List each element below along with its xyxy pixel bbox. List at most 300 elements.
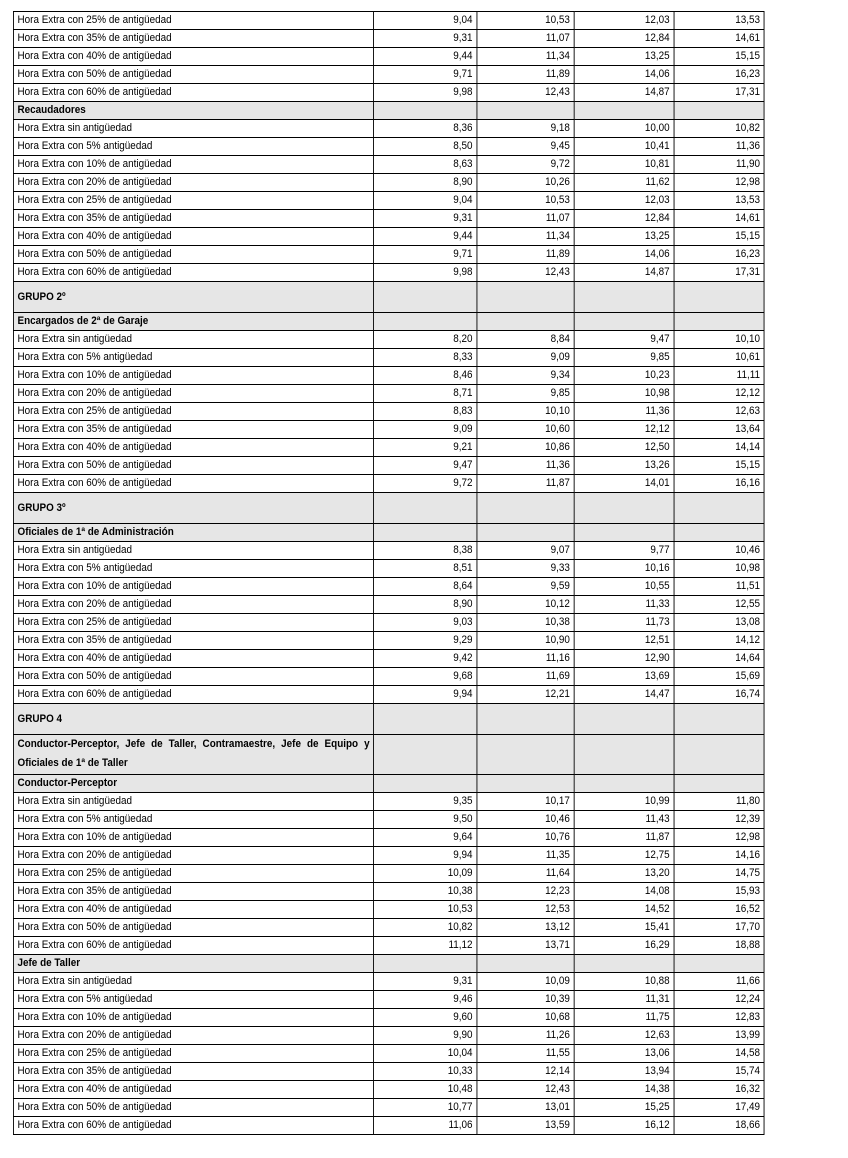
rate-cell: 12,43 xyxy=(477,1081,574,1099)
rate-cell: 15,25 xyxy=(574,1099,674,1117)
empty-cell xyxy=(574,313,674,331)
row-label: Hora Extra con 50% de antigüedad xyxy=(13,246,373,264)
rate-cell: 10,17 xyxy=(477,793,574,811)
row-label: Hora Extra con 10% de antigüedad xyxy=(13,578,373,596)
row-label: Hora Extra con 10% de antigüedad xyxy=(13,156,373,174)
rate-cell: 13,69 xyxy=(574,668,674,686)
row-label: Hora Extra con 35% de antigüedad xyxy=(13,883,373,901)
table-row xyxy=(13,686,764,704)
rate-cell: 14,47 xyxy=(574,686,674,704)
rate-cell: 11,69 xyxy=(477,668,574,686)
rate-cell: 11,07 xyxy=(477,30,574,48)
rate-cell: 9,60 xyxy=(374,1009,477,1027)
table-row xyxy=(13,349,764,367)
rate-cell: 12,84 xyxy=(574,210,674,228)
row-label: Hora Extra con 20% de antigüedad xyxy=(13,596,373,614)
rate-cell: 9,42 xyxy=(374,650,477,668)
empty-cell xyxy=(374,735,477,775)
section-header-row xyxy=(13,775,764,793)
rate-cell: 11,43 xyxy=(574,811,674,829)
table-row xyxy=(13,614,764,632)
rate-cell: 11,34 xyxy=(477,228,574,246)
row-label: Hora Extra con 10% de antigüedad xyxy=(13,829,373,847)
rate-cell: 13,25 xyxy=(574,228,674,246)
table-row xyxy=(13,1009,764,1027)
row-label: Hora Extra con 20% de antigüedad xyxy=(13,1027,373,1045)
rate-cell: 9,35 xyxy=(374,793,477,811)
rate-cell: 14,75 xyxy=(674,865,764,883)
rate-cell: 9,34 xyxy=(477,367,574,385)
rate-cell: 15,41 xyxy=(574,919,674,937)
rate-cell: 10,39 xyxy=(477,991,574,1009)
row-label: Hora Extra con 60% de antigüedad xyxy=(13,937,373,955)
rate-cell: 11,31 xyxy=(574,991,674,1009)
empty-cell xyxy=(674,313,764,331)
rate-cell: 9,31 xyxy=(374,30,477,48)
group-header-label: GRUPO 4 xyxy=(13,704,373,735)
row-label: Hora Extra con 60% de antigüedad xyxy=(13,264,373,282)
empty-cell xyxy=(477,493,574,524)
table-row xyxy=(13,1117,764,1135)
rate-cell: 13,94 xyxy=(574,1063,674,1081)
row-label: Hora Extra sin antigüedad xyxy=(13,120,373,138)
rate-cell: 14,38 xyxy=(574,1081,674,1099)
row-label: Hora Extra con 50% de antigüedad xyxy=(13,919,373,937)
rate-cell: 16,16 xyxy=(674,475,764,493)
empty-cell xyxy=(477,704,574,735)
category-header-row xyxy=(13,735,764,775)
row-label: Hora Extra con 25% de antigüedad xyxy=(13,403,373,421)
rate-cell: 10,68 xyxy=(477,1009,574,1027)
rate-cell: 9,94 xyxy=(374,686,477,704)
rate-cell: 9,33 xyxy=(477,560,574,578)
rate-cell: 10,98 xyxy=(674,560,764,578)
rate-cell: 11,36 xyxy=(477,457,574,475)
rate-cell: 10,77 xyxy=(374,1099,477,1117)
rate-cell: 10,26 xyxy=(477,174,574,192)
rate-cell: 8,33 xyxy=(374,349,477,367)
row-label: Hora Extra con 60% de antigüedad xyxy=(13,84,373,102)
rate-cell: 13,53 xyxy=(674,192,764,210)
rate-cell: 10,98 xyxy=(574,385,674,403)
rate-cell: 14,87 xyxy=(574,264,674,282)
category-header-label: Conductor-Perceptor, Jefe de Taller, Contramaestre, Jefe de Equipo y Oficiales de 1ª de Taller xyxy=(13,735,373,775)
row-label: Hora Extra con 50% de antigüedad xyxy=(13,1099,373,1117)
rate-cell: 10,46 xyxy=(674,542,764,560)
rate-cell: 12,03 xyxy=(574,12,674,30)
rate-cell: 9,64 xyxy=(374,829,477,847)
row-label: Hora Extra con 60% de antigüedad xyxy=(13,475,373,493)
rate-cell: 8,83 xyxy=(374,403,477,421)
rate-cell: 9,44 xyxy=(374,48,477,66)
rate-cell: 10,09 xyxy=(374,865,477,883)
rate-cell: 17,31 xyxy=(674,264,764,282)
rate-cell: 11,64 xyxy=(477,865,574,883)
rate-cell: 18,66 xyxy=(674,1117,764,1135)
row-label: Hora Extra con 35% de antigüedad xyxy=(13,210,373,228)
table-row xyxy=(13,367,764,385)
row-label: Hora Extra con 20% de antigüedad xyxy=(13,174,373,192)
row-label: Hora Extra con 20% de antigüedad xyxy=(13,385,373,403)
empty-cell xyxy=(477,282,574,313)
empty-cell xyxy=(477,735,574,775)
rate-cell: 11,26 xyxy=(477,1027,574,1045)
row-label: Hora Extra con 50% de antigüedad xyxy=(13,457,373,475)
empty-cell xyxy=(574,493,674,524)
rate-cell: 13,64 xyxy=(674,421,764,439)
table-row xyxy=(13,937,764,955)
rate-cell: 8,20 xyxy=(374,331,477,349)
table-row xyxy=(13,560,764,578)
rate-cell: 11,66 xyxy=(674,973,764,991)
rate-cell: 16,74 xyxy=(674,686,764,704)
empty-cell xyxy=(477,775,574,793)
table-row xyxy=(13,632,764,650)
rate-cell: 11,89 xyxy=(477,246,574,264)
table-row xyxy=(13,403,764,421)
table-row xyxy=(13,829,764,847)
rate-cell: 11,87 xyxy=(477,475,574,493)
rate-cell: 12,39 xyxy=(674,811,764,829)
row-label: Hora Extra con 25% de antigüedad xyxy=(13,192,373,210)
rate-cell: 12,03 xyxy=(574,192,674,210)
table-row xyxy=(13,811,764,829)
table-row xyxy=(13,1081,764,1099)
section-header-row xyxy=(13,955,764,973)
rate-cell: 14,08 xyxy=(574,883,674,901)
rate-cell: 8,50 xyxy=(374,138,477,156)
empty-cell xyxy=(477,955,574,973)
row-label: Hora Extra sin antigüedad xyxy=(13,973,373,991)
empty-cell xyxy=(574,282,674,313)
rate-cell: 9,31 xyxy=(374,210,477,228)
empty-cell xyxy=(674,493,764,524)
rate-cell: 13,12 xyxy=(477,919,574,937)
rate-cell: 11,75 xyxy=(574,1009,674,1027)
table-row xyxy=(13,919,764,937)
rate-cell: 9,72 xyxy=(374,475,477,493)
rate-cell: 10,76 xyxy=(477,829,574,847)
rate-cell: 10,12 xyxy=(477,596,574,614)
rate-cell: 9,31 xyxy=(374,973,477,991)
table-row xyxy=(13,475,764,493)
empty-cell xyxy=(674,955,764,973)
rate-cell: 10,90 xyxy=(477,632,574,650)
rate-cell: 10,33 xyxy=(374,1063,477,1081)
rate-cell: 14,06 xyxy=(574,246,674,264)
row-label: Hora Extra con 50% de antigüedad xyxy=(13,66,373,84)
rate-cell: 14,64 xyxy=(674,650,764,668)
rate-cell: 10,48 xyxy=(374,1081,477,1099)
rate-cell: 13,99 xyxy=(674,1027,764,1045)
rate-cell: 9,45 xyxy=(477,138,574,156)
rate-cell: 10,81 xyxy=(574,156,674,174)
rate-cell: 11,51 xyxy=(674,578,764,596)
rate-cell: 11,80 xyxy=(674,793,764,811)
rate-cell: 10,53 xyxy=(477,192,574,210)
rate-cell: 15,93 xyxy=(674,883,764,901)
row-label: Hora Extra sin antigüedad xyxy=(13,793,373,811)
rate-cell: 10,61 xyxy=(674,349,764,367)
table-row xyxy=(13,793,764,811)
section-header-row xyxy=(13,524,764,542)
table-row xyxy=(13,668,764,686)
rate-cell: 11,73 xyxy=(574,614,674,632)
rate-cell: 9,68 xyxy=(374,668,477,686)
rate-cell: 11,11 xyxy=(674,367,764,385)
table-row xyxy=(13,457,764,475)
rate-cell: 10,09 xyxy=(477,973,574,991)
empty-cell xyxy=(374,102,477,120)
rate-cell: 12,50 xyxy=(574,439,674,457)
table-row xyxy=(13,84,764,102)
group-header-row xyxy=(13,493,764,524)
rate-cell: 8,90 xyxy=(374,596,477,614)
rate-cell: 9,04 xyxy=(374,192,477,210)
empty-cell xyxy=(574,955,674,973)
rate-cell: 18,88 xyxy=(674,937,764,955)
row-label: Hora Extra con 40% de antigüedad xyxy=(13,650,373,668)
rate-cell: 16,32 xyxy=(674,1081,764,1099)
rate-cell: 15,69 xyxy=(674,668,764,686)
empty-cell xyxy=(374,704,477,735)
rate-cell: 8,51 xyxy=(374,560,477,578)
table-row xyxy=(13,138,764,156)
rate-cell: 8,90 xyxy=(374,174,477,192)
rate-cell: 14,12 xyxy=(674,632,764,650)
rate-cell: 11,90 xyxy=(674,156,764,174)
empty-cell xyxy=(477,313,574,331)
row-label: Hora Extra con 40% de antigüedad xyxy=(13,228,373,246)
rate-cell: 12,51 xyxy=(574,632,674,650)
table-row xyxy=(13,66,764,84)
rate-cell: 10,23 xyxy=(574,367,674,385)
rate-cell: 9,71 xyxy=(374,246,477,264)
rate-cell: 12,12 xyxy=(674,385,764,403)
empty-cell xyxy=(674,704,764,735)
rate-cell: 14,87 xyxy=(574,84,674,102)
section-header-label: Recaudadores xyxy=(13,102,373,120)
rate-cell: 9,47 xyxy=(574,331,674,349)
rate-cell: 9,85 xyxy=(574,349,674,367)
section-header-label: Jefe de Taller xyxy=(13,955,373,973)
row-label: Hora Extra con 10% de antigüedad xyxy=(13,1009,373,1027)
rate-cell: 9,18 xyxy=(477,120,574,138)
rate-cell: 11,62 xyxy=(574,174,674,192)
empty-cell xyxy=(574,102,674,120)
row-label: Hora Extra con 50% de antigüedad xyxy=(13,668,373,686)
rate-cell: 14,61 xyxy=(674,30,764,48)
rate-cell: 8,36 xyxy=(374,120,477,138)
table-row xyxy=(13,901,764,919)
table-row xyxy=(13,12,764,30)
rate-cell: 12,84 xyxy=(574,30,674,48)
rate-cell: 12,21 xyxy=(477,686,574,704)
row-label: Hora Extra con 35% de antigüedad xyxy=(13,30,373,48)
rate-cell: 9,50 xyxy=(374,811,477,829)
rate-cell: 12,63 xyxy=(674,403,764,421)
rate-cell: 10,55 xyxy=(574,578,674,596)
empty-cell xyxy=(374,493,477,524)
section-header-label: Encargados de 2ª de Garaje xyxy=(13,313,373,331)
rate-cell: 9,21 xyxy=(374,439,477,457)
rate-cell: 9,44 xyxy=(374,228,477,246)
rate-cell: 16,23 xyxy=(674,246,764,264)
rate-cell: 13,25 xyxy=(574,48,674,66)
table-row xyxy=(13,1063,764,1081)
rate-cell: 8,46 xyxy=(374,367,477,385)
rate-cell: 17,31 xyxy=(674,84,764,102)
rate-cell: 12,98 xyxy=(674,829,764,847)
rate-cell: 11,33 xyxy=(574,596,674,614)
rate-cell: 10,38 xyxy=(477,614,574,632)
rate-cell: 9,07 xyxy=(477,542,574,560)
row-label: Hora Extra con 35% de antigüedad xyxy=(13,421,373,439)
rate-cell: 11,16 xyxy=(477,650,574,668)
table-row xyxy=(13,1027,764,1045)
row-label: Hora Extra con 25% de antigüedad xyxy=(13,614,373,632)
row-label: Hora Extra sin antigüedad xyxy=(13,542,373,560)
rate-cell: 9,09 xyxy=(477,349,574,367)
rate-cell: 8,63 xyxy=(374,156,477,174)
empty-cell xyxy=(574,775,674,793)
rate-cell: 12,53 xyxy=(477,901,574,919)
table-row xyxy=(13,578,764,596)
rate-cell: 11,55 xyxy=(477,1045,574,1063)
table-row xyxy=(13,1099,764,1117)
row-label: Hora Extra con 25% de antigüedad xyxy=(13,1045,373,1063)
rate-cell: 9,98 xyxy=(374,84,477,102)
rate-cell: 9,90 xyxy=(374,1027,477,1045)
group-header-label: GRUPO 2º xyxy=(13,282,373,313)
row-label: Hora Extra con 60% de antigüedad xyxy=(13,686,373,704)
table-row xyxy=(13,192,764,210)
row-label: Hora Extra con 40% de antigüedad xyxy=(13,439,373,457)
rate-cell: 12,98 xyxy=(674,174,764,192)
rate-cell: 9,85 xyxy=(477,385,574,403)
rate-cell: 9,47 xyxy=(374,457,477,475)
rate-cell: 8,38 xyxy=(374,542,477,560)
group-header-label: GRUPO 3º xyxy=(13,493,373,524)
rate-cell: 17,70 xyxy=(674,919,764,937)
row-label: Hora Extra con 5% antigüedad xyxy=(13,138,373,156)
table-row xyxy=(13,865,764,883)
rate-cell: 9,29 xyxy=(374,632,477,650)
rate-cell: 10,41 xyxy=(574,138,674,156)
table-row xyxy=(13,973,764,991)
table-row xyxy=(13,210,764,228)
empty-cell xyxy=(374,313,477,331)
row-label: Hora Extra con 5% antigüedad xyxy=(13,811,373,829)
rate-cell: 15,15 xyxy=(674,228,764,246)
table-row xyxy=(13,991,764,1009)
rate-cell: 13,53 xyxy=(674,12,764,30)
row-label: Hora Extra con 25% de antigüedad xyxy=(13,865,373,883)
empty-cell xyxy=(374,775,477,793)
table-row xyxy=(13,30,764,48)
rate-cell: 17,49 xyxy=(674,1099,764,1117)
rate-cell: 8,71 xyxy=(374,385,477,403)
rate-cell: 10,46 xyxy=(477,811,574,829)
rate-cell: 14,16 xyxy=(674,847,764,865)
rate-cell: 8,84 xyxy=(477,331,574,349)
rate-cell: 10,00 xyxy=(574,120,674,138)
rate-cell: 13,01 xyxy=(477,1099,574,1117)
empty-cell xyxy=(674,524,764,542)
table-row xyxy=(13,1045,764,1063)
row-label: Hora Extra con 40% de antigüedad xyxy=(13,901,373,919)
rate-cell: 14,06 xyxy=(574,66,674,84)
rate-cell: 9,04 xyxy=(374,12,477,30)
rate-cell: 10,60 xyxy=(477,421,574,439)
empty-cell xyxy=(674,102,764,120)
table-row xyxy=(13,542,764,560)
rate-cell: 10,88 xyxy=(574,973,674,991)
rate-cell: 16,52 xyxy=(674,901,764,919)
table-row xyxy=(13,264,764,282)
rate-cell: 11,12 xyxy=(374,937,477,955)
table-row xyxy=(13,228,764,246)
rate-cell: 11,34 xyxy=(477,48,574,66)
group-header-row xyxy=(13,282,764,313)
table-body xyxy=(13,12,764,1135)
group-header-row xyxy=(13,704,764,735)
empty-cell xyxy=(477,524,574,542)
rate-cell: 13,08 xyxy=(674,614,764,632)
section-header-label: Oficiales de 1ª de Administración xyxy=(13,524,373,542)
empty-cell xyxy=(477,102,574,120)
rate-cell: 13,06 xyxy=(574,1045,674,1063)
rate-cell: 10,53 xyxy=(477,12,574,30)
row-label: Hora Extra con 40% de antigüedad xyxy=(13,48,373,66)
table-row xyxy=(13,439,764,457)
rate-cell: 12,55 xyxy=(674,596,764,614)
rate-cell: 11,89 xyxy=(477,66,574,84)
rate-cell: 12,83 xyxy=(674,1009,764,1027)
rate-cell: 14,52 xyxy=(574,901,674,919)
rate-cell: 15,74 xyxy=(674,1063,764,1081)
rate-cell: 14,61 xyxy=(674,210,764,228)
rate-cell: 15,15 xyxy=(674,48,764,66)
rate-cell: 10,16 xyxy=(574,560,674,578)
rate-cell: 11,07 xyxy=(477,210,574,228)
rate-cell: 9,77 xyxy=(574,542,674,560)
table-row xyxy=(13,650,764,668)
rate-cell: 14,58 xyxy=(674,1045,764,1063)
rate-cell: 12,24 xyxy=(674,991,764,1009)
rate-cell: 9,09 xyxy=(374,421,477,439)
rate-cell: 10,10 xyxy=(477,403,574,421)
row-label: Hora Extra con 5% antigüedad xyxy=(13,349,373,367)
rate-cell: 13,71 xyxy=(477,937,574,955)
rate-cell: 10,04 xyxy=(374,1045,477,1063)
table-row xyxy=(13,246,764,264)
rate-cell: 9,94 xyxy=(374,847,477,865)
row-label: Hora Extra sin antigüedad xyxy=(13,331,373,349)
rate-cell: 14,14 xyxy=(674,439,764,457)
rate-cell: 14,01 xyxy=(574,475,674,493)
row-label: Hora Extra con 25% de antigüedad xyxy=(13,12,373,30)
rate-cell: 16,29 xyxy=(574,937,674,955)
row-label: Hora Extra con 20% de antigüedad xyxy=(13,847,373,865)
row-label: Hora Extra con 10% de antigüedad xyxy=(13,367,373,385)
rate-cell: 10,86 xyxy=(477,439,574,457)
row-label: Hora Extra con 35% de antigüedad xyxy=(13,1063,373,1081)
table-row xyxy=(13,156,764,174)
table-row xyxy=(13,174,764,192)
section-header-label: Conductor-Perceptor xyxy=(13,775,373,793)
rate-cell: 12,14 xyxy=(477,1063,574,1081)
